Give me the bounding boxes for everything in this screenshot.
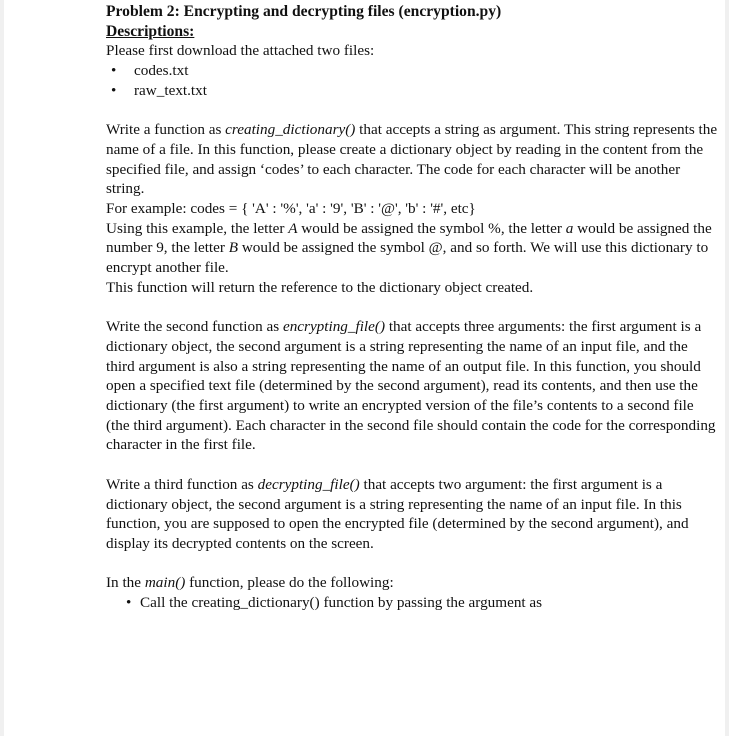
main-steps-list xyxy=(106,593,718,613)
file-item: • raw_text.txt xyxy=(106,81,718,101)
page-edge-left xyxy=(0,0,4,736)
spacer xyxy=(106,101,718,121)
file-list xyxy=(106,61,718,100)
function-name: main() xyxy=(144,574,186,592)
function-name: creating_dictionary() xyxy=(225,121,356,139)
paragraph-example-explained: Using this example, the letter A would be assigned the symbol %, the letter a would be assigned the number 9, the letter B would be assigned the symbol @, and so forth. We will use this dictionary to encrypt another file. xyxy=(106,219,712,277)
problem-title: Problem 2: Encrypting and decrypting files (encryption.py) xyxy=(106,3,502,20)
spacer xyxy=(106,298,718,318)
descriptions-heading: Descriptions: xyxy=(106,22,195,40)
main-step-item: • Call the creating_dictionary() function by passing the argument as xyxy=(106,593,718,613)
document-body xyxy=(106,2,718,613)
intro-text: Please first download the attached two files: xyxy=(106,42,375,60)
paragraph-creating-dictionary: Write a function as creating_dictionary() that accepts a string as argument. This string represents the name of a file. In this function, please create a dictionary object by reading in the content from the specified file, and assign ‘codes’ to each character. The code for each character will be another string. xyxy=(106,121,718,198)
spacer xyxy=(106,455,718,475)
function-name: decrypting_file() xyxy=(257,475,360,493)
example-line: For example: codes = { 'A' : '%', 'a' : '9', 'B' : '@', 'b' : '#', etc} xyxy=(106,200,476,218)
file-item: • codes.txt xyxy=(106,61,718,81)
function-name: encrypting_file() xyxy=(282,318,386,336)
paragraph-main: In the main() function, please do the following: xyxy=(106,574,394,592)
paragraph-return: This function will return the reference to the dictionary object created. xyxy=(106,278,534,296)
paragraph-decrypting-file: Write a third function as decrypting_file() that accepts two argument: the first argument is a dictionary object, the second argument is a string representing the name of an input file. In this function, you are supposed to open the encrypted file (determined by the second argument), and display its decrypted contents on the screen. xyxy=(106,475,689,552)
paragraph-encrypting-file: Write the second function as encrypting_file() that accepts three arguments: the first argument is a dictionary object, the second argument is a string representing the name of an input file, and the third argument is also a string representing the name of an output file. In this function, you should open a specified text file (determined by the second argument), read its contents, and then use the dictionary (the first argument) to write an encrypted version of the file’s contents to a second file (the third argument). Each character in the second file should contain the code for the corresponding character in the first file. xyxy=(106,318,716,454)
page-edge-right xyxy=(725,0,729,736)
spacer xyxy=(106,554,718,574)
